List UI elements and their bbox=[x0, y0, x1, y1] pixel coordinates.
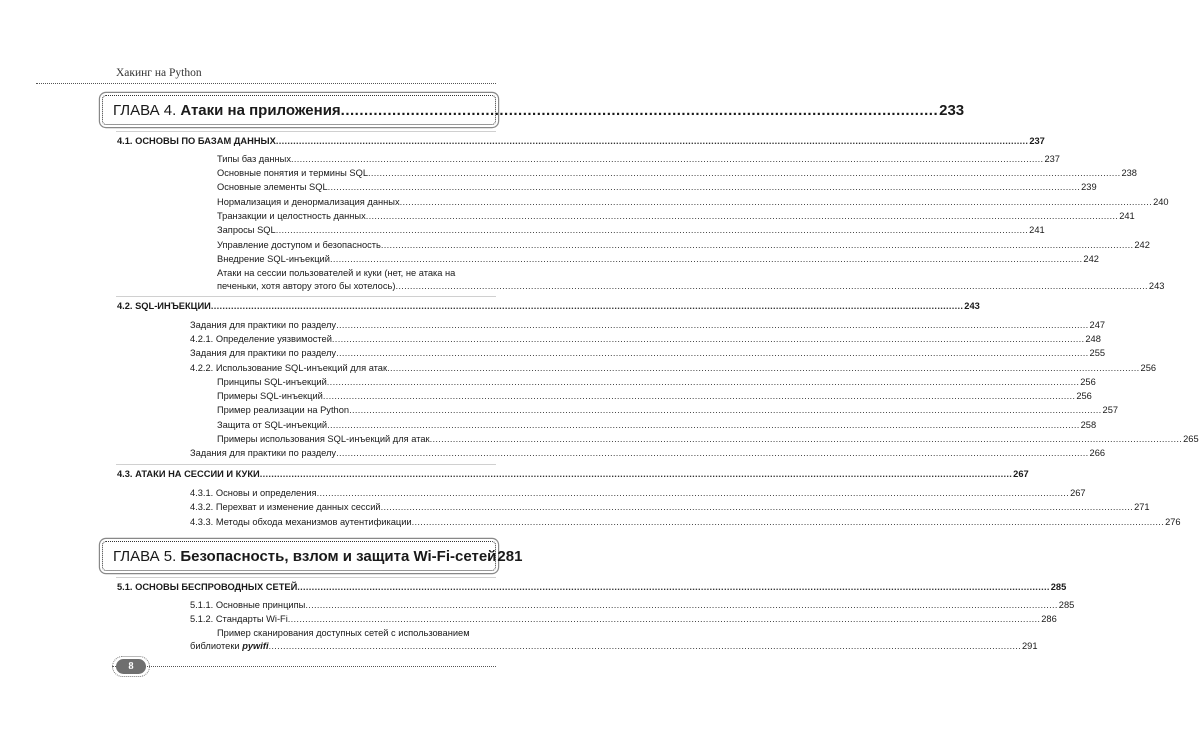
entry-title: 5.1.1. Основные принципы bbox=[190, 600, 306, 610]
leader-dots bbox=[332, 333, 1084, 345]
toc-entry[interactable] bbox=[190, 516, 1181, 528]
leader-dots bbox=[317, 487, 1069, 499]
leader-dots bbox=[387, 362, 1139, 374]
section-divider bbox=[116, 131, 496, 132]
entry-page: 267 bbox=[1070, 488, 1086, 498]
entry-title-line1: Пример сканирования доступных сетей с использованием bbox=[217, 628, 470, 638]
toc-entry[interactable] bbox=[190, 487, 1086, 499]
leader-dots bbox=[341, 102, 938, 119]
entry-page: 237 bbox=[1044, 154, 1060, 164]
entry-title: Управление доступом и безопасность bbox=[217, 240, 381, 250]
entry-page: 265 bbox=[1183, 434, 1199, 444]
entry-page: 256 bbox=[1140, 363, 1157, 373]
section-page: 237 bbox=[1029, 136, 1045, 146]
top-dotted-rule bbox=[36, 83, 496, 84]
entry-page: 291 bbox=[1022, 641, 1038, 651]
toc-entry[interactable] bbox=[190, 501, 1150, 513]
entry-page: 271 bbox=[1134, 502, 1150, 512]
toc-entry[interactable] bbox=[217, 196, 1169, 208]
entry-title: Защита от SQL-инъекций bbox=[217, 420, 328, 430]
entry-page: 258 bbox=[1080, 420, 1097, 430]
toc-entry[interactable] bbox=[217, 210, 1135, 222]
toc-entry[interactable] bbox=[217, 167, 1137, 179]
leader-dots bbox=[291, 153, 1043, 165]
chapter-5-page: 281 bbox=[497, 548, 523, 565]
toc-entry[interactable] bbox=[217, 404, 1119, 416]
section-page: 285 bbox=[1050, 582, 1067, 592]
toc-entry[interactable] bbox=[217, 376, 1096, 388]
leader-dots bbox=[395, 280, 1147, 292]
toc-entry[interactable] bbox=[217, 224, 1045, 236]
leader-dots bbox=[276, 135, 1028, 147]
section-divider bbox=[116, 296, 496, 297]
leader-dots bbox=[381, 239, 1133, 251]
entry-title: Основные понятия и термины SQL bbox=[217, 168, 368, 178]
leader-dots bbox=[305, 599, 1057, 611]
toc-entry[interactable] bbox=[190, 347, 1106, 359]
entry-title: 4.3.3. Методы обхода механизмов аутентификации bbox=[190, 517, 412, 527]
entry-page: 242 bbox=[1083, 254, 1099, 264]
entry-title: Транзакции и целостность данных bbox=[217, 211, 366, 221]
entry-page: 266 bbox=[1089, 448, 1106, 458]
toc-entry[interactable] bbox=[217, 433, 1199, 445]
leader-dots bbox=[276, 224, 1028, 236]
section-divider bbox=[116, 577, 496, 578]
chapter-4-label: ГЛАВА 4. bbox=[113, 102, 177, 119]
leader-dots bbox=[327, 376, 1079, 388]
chapter-4-line[interactable] bbox=[113, 102, 965, 119]
entry-page: 241 bbox=[1119, 211, 1135, 221]
leader-dots bbox=[368, 167, 1120, 179]
entry-title: Примеры использования SQL-инъекций для атак bbox=[217, 434, 430, 444]
leader-dots bbox=[288, 613, 1040, 625]
toc-entry[interactable] bbox=[190, 613, 1057, 625]
entry-page: 255 bbox=[1089, 348, 1106, 358]
entry-title: Задания для практики по разделу bbox=[190, 320, 337, 330]
entry-page: 256 bbox=[1076, 391, 1092, 401]
leader-dots bbox=[328, 181, 1080, 193]
section-title: 5.1. ОСНОВЫ БЕСПРОВОДНЫХ СЕТЕЙ bbox=[117, 582, 298, 592]
section-title: 4.3. АТАКИ НА СЕССИИ И КУКИ bbox=[117, 469, 260, 479]
leader-dots bbox=[297, 581, 1049, 593]
entry-page: 241 bbox=[1029, 225, 1045, 235]
leader-dots bbox=[330, 253, 1082, 265]
section-divider bbox=[116, 464, 496, 465]
leader-dots bbox=[323, 390, 1075, 402]
entry-title: Нормализация и денормализация данных bbox=[217, 197, 400, 207]
leader-dots bbox=[327, 419, 1079, 431]
toc-entry[interactable] bbox=[217, 390, 1092, 402]
entry-title: Основные элементы SQL bbox=[217, 182, 328, 192]
toc-entry[interactable] bbox=[190, 599, 1075, 611]
entry-title: 5.1.2. Стандарты Wi-Fi bbox=[190, 614, 288, 624]
entry-title: Задания для практики по разделу bbox=[190, 448, 337, 458]
leader-dots bbox=[336, 447, 1088, 459]
section-title: 4.2. SQL-ИНЪЕКЦИИ bbox=[117, 301, 211, 311]
toc-entry[interactable] bbox=[217, 239, 1150, 251]
leader-dots bbox=[336, 347, 1088, 359]
bottom-dotted-rule bbox=[112, 666, 496, 667]
leader-dots bbox=[336, 319, 1088, 331]
toc-entry[interactable] bbox=[217, 253, 1099, 265]
entry-title: Принципы SQL-инъекций bbox=[217, 377, 327, 387]
toc-section-4-1[interactable] bbox=[117, 135, 1045, 147]
entry-page: 285 bbox=[1058, 600, 1075, 610]
toc-entry-multiline[interactable] bbox=[217, 267, 495, 279]
entry-page: 276 bbox=[1165, 517, 1181, 527]
entry-page: 243 bbox=[1148, 281, 1165, 291]
entry-title-line2: печеньки, хотя автору этого бы хотелось) bbox=[217, 281, 396, 291]
chapter-5-label: ГЛАВА 5. bbox=[113, 548, 177, 565]
leader-dots bbox=[366, 210, 1118, 222]
section-title: 4.1. ОСНОВЫ ПО БАЗАМ ДАННЫХ bbox=[117, 136, 276, 146]
entry-title: 4.3.2. Перехват и изменение данных сессий bbox=[190, 502, 381, 512]
chapter-5-box bbox=[102, 541, 523, 571]
toc-entry-multiline[interactable] bbox=[217, 627, 495, 639]
toc-section-5-1[interactable] bbox=[117, 581, 1067, 593]
entry-page: 248 bbox=[1085, 334, 1101, 344]
toc-section-4-2[interactable] bbox=[117, 300, 980, 312]
toc-entry[interactable] bbox=[190, 333, 1101, 345]
section-page: 267 bbox=[1013, 469, 1029, 479]
leader-dots bbox=[349, 404, 1101, 416]
chapter-5-title: Безопасность, взлом и защита Wi-Fi-сетей bbox=[180, 548, 497, 565]
toc-entry[interactable] bbox=[190, 319, 1106, 331]
entry-page: 257 bbox=[1102, 405, 1119, 415]
toc-entry-continuation[interactable] bbox=[217, 280, 1165, 292]
entry-page: 256 bbox=[1080, 377, 1096, 387]
entry-page: 242 bbox=[1134, 240, 1150, 250]
toc-entry[interactable] bbox=[217, 419, 1097, 431]
entry-page: 247 bbox=[1089, 320, 1106, 330]
entry-title: Внедрение SQL-инъекций bbox=[217, 254, 330, 264]
entry-title: 4.2.2. Использование SQL-инъекций для атак bbox=[190, 363, 388, 373]
entry-page: 240 bbox=[1153, 197, 1169, 207]
entry-title: Типы баз данных bbox=[217, 154, 291, 164]
entry-page: 286 bbox=[1041, 614, 1057, 624]
entry-title: Задания для практики по разделу bbox=[190, 348, 337, 358]
toc-entry-continuation[interactable] bbox=[190, 640, 1038, 652]
chapter-4-page: 233 bbox=[939, 102, 965, 119]
leader-dots bbox=[400, 196, 1152, 208]
leader-dots bbox=[269, 640, 1021, 652]
toc-section-4-3[interactable] bbox=[117, 468, 1029, 480]
entry-title: Запросы SQL bbox=[217, 225, 276, 235]
page-number: 8 bbox=[116, 659, 146, 674]
entry-title-code: pywifi bbox=[242, 641, 269, 651]
entry-page: 239 bbox=[1081, 182, 1097, 192]
entry-title-line2-prefix: библиотеки bbox=[190, 641, 243, 651]
toc-entry[interactable] bbox=[190, 447, 1106, 459]
entry-title: 4.2.1. Определение уязвимостей bbox=[190, 334, 332, 344]
leader-dots bbox=[260, 468, 1012, 480]
entry-title-line1: Атаки на сессии пользователей и куки (нет, не атака на bbox=[217, 268, 456, 278]
entry-page: 238 bbox=[1121, 168, 1137, 178]
chapter-5-line[interactable] bbox=[113, 548, 523, 565]
leader-dots bbox=[412, 516, 1164, 528]
chapter-4-box bbox=[102, 95, 965, 125]
leader-dots bbox=[211, 300, 963, 312]
running-head: Хакинг на Python bbox=[116, 67, 202, 79]
leader-dots bbox=[381, 501, 1133, 513]
leader-dots bbox=[430, 433, 1182, 445]
entry-title: Пример реализации на Python bbox=[217, 405, 350, 415]
section-page: 243 bbox=[964, 301, 980, 311]
toc-entry[interactable] bbox=[217, 181, 1097, 193]
entry-title: 4.3.1. Основы и определения bbox=[190, 488, 317, 498]
chapter-4-title: Атаки на приложения bbox=[180, 102, 341, 119]
toc-entry[interactable] bbox=[217, 153, 1060, 165]
entry-title: Примеры SQL-инъекций bbox=[217, 391, 323, 401]
toc-entry[interactable] bbox=[190, 362, 1157, 374]
